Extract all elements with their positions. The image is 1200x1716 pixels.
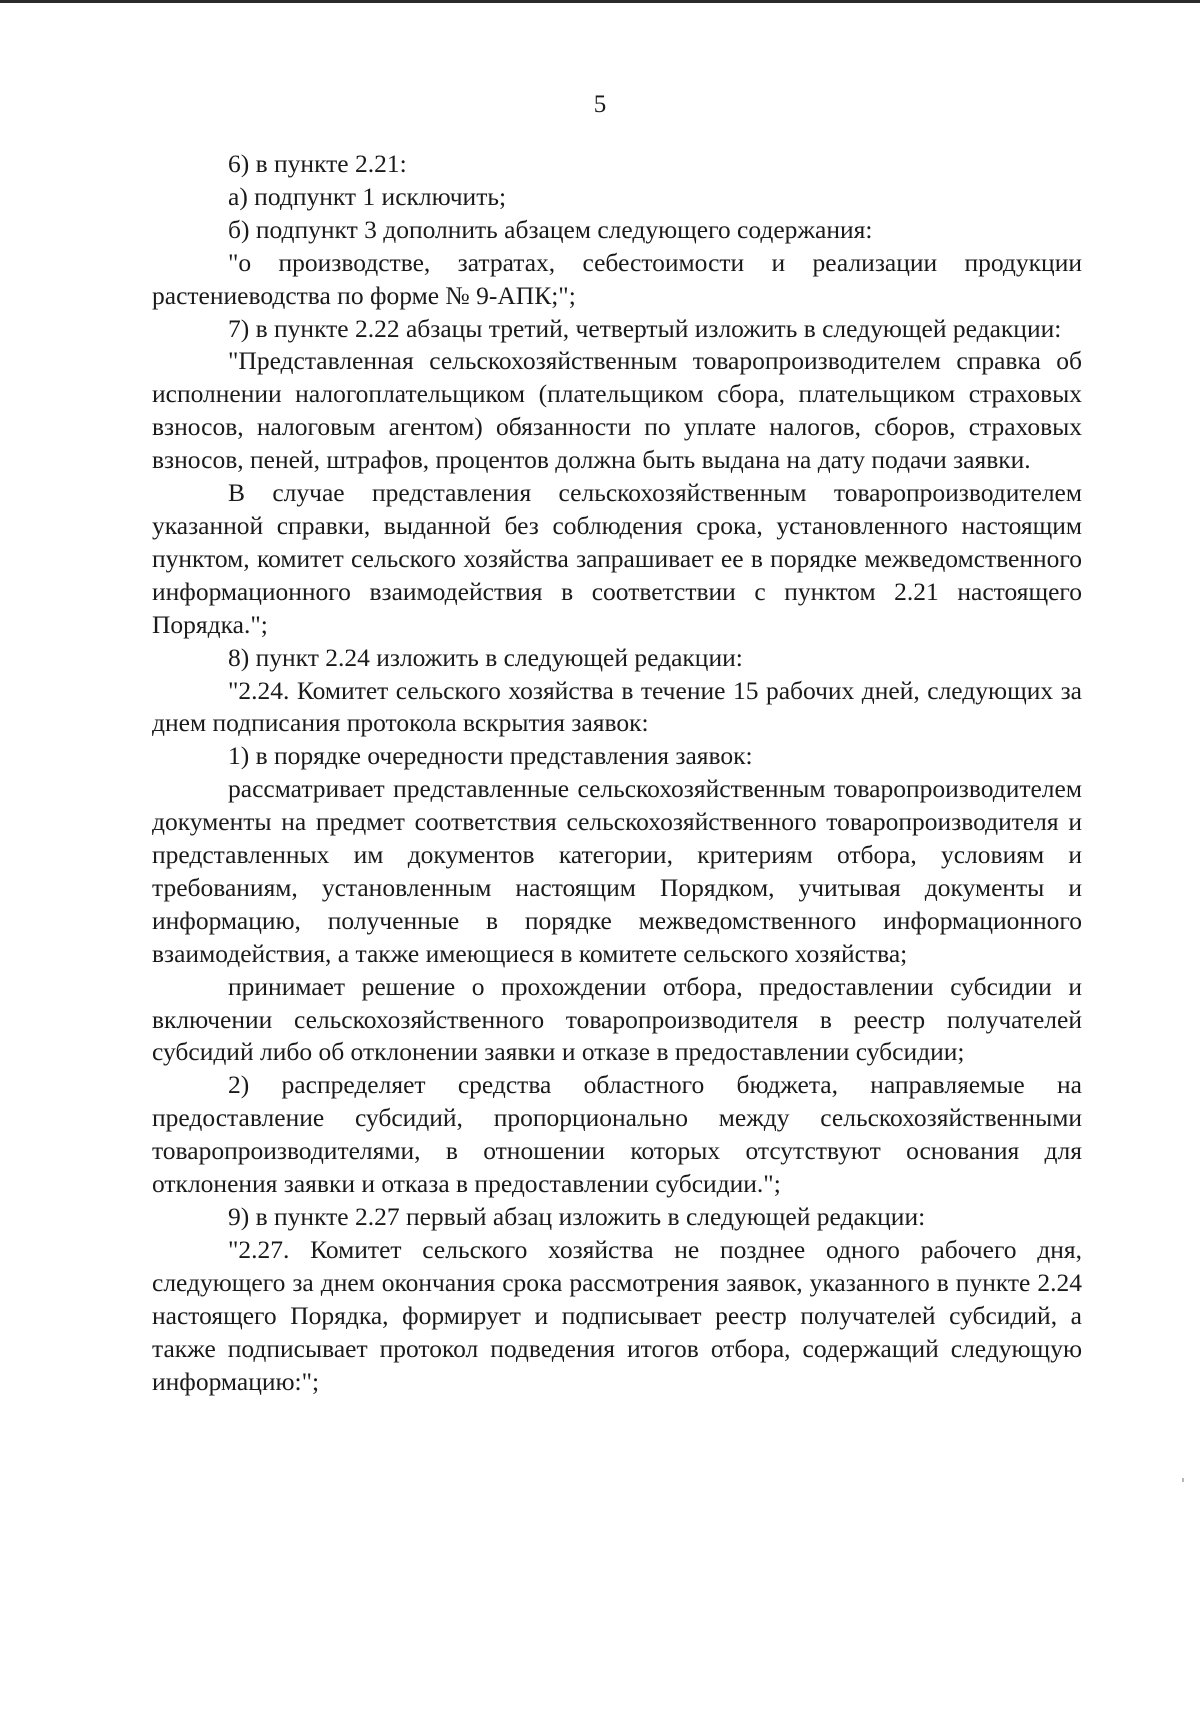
document-body: [152, 148, 1082, 1398]
paragraph-item-8: 8) пункт 2.24 изложить в следующей редакции:: [228, 642, 743, 672]
paragraph-quoted-addition: "о производстве, затратах, себестоимости и реализации продукции растениеводства по форме № 9-АПК;";: [152, 247, 1082, 310]
paragraph-item-6: 6) в пункте 2.21:: [228, 149, 407, 178]
paragraph-item-7: 7) в пункте 2.22 абзацы третий, четвертый изложить в следующей редакции:: [228, 313, 1062, 343]
scan-top-edge: [0, 0, 1200, 3]
paragraph-makes-decision: принимает решение о прохождении отбора, предоставлении субсидии и включении сельскохозяйственного товаропроизводителя в реестр получателей субсидий либо об отклонении заявки и отказе в предоставлении субсидии;: [152, 971, 1082, 1067]
page-number: 5: [593, 91, 607, 118]
paragraph-reviews-documents: рассматривает представленные сельскохозяйственным товаропроизводителем документы на предмет соответствия сельскохозяйственного товаропроизводителя и представленных им документов категории, критериям отбора, условиям и требованиям, установленным настоящим Порядком, учитывая документы и информацию, полученные в порядке межведомственного информационного взаимодействия, а также имеющиеся в комитете сельского хозяйства;: [152, 774, 1082, 968]
paragraph-quoted-2-27: "2.27. Комитет сельского хозяйства не позднее одного рабочего дня, следующего за днем окончания срока рассмотрения заявок, указанного в пункте 2.24 настоящего Порядка, формирует и подписывает реестр получателей субсидий, а также подписывает протокол подведения итогов отбора, содержащий следующую информацию:";: [152, 1234, 1082, 1396]
paragraph-subitem-b: б) подпункт 3 дополнить абзацем следующего содержания:: [228, 214, 873, 244]
paragraph-subitem-a: а) подпункт 1 исключить;: [228, 181, 507, 211]
paragraph-quoted-request: В случае представления сельскохозяйственным товаропроизводителем указанной справки, выданной без соблюдения срока, установленного настоящим пунктом, комитет сельского хозяйства запрашивает ее в порядке межведомственного информационного взаимодействия в соответствии с пунктом 2.21 настоящего Порядка.";: [152, 478, 1082, 639]
paragraph-item-9: 9) в пункте 2.27 первый абзац изложить в следующей редакции:: [228, 1202, 926, 1231]
paragraph-subitem-1: 1) в порядке очередности представления заявок:: [228, 741, 753, 771]
paragraph-quoted-2-24: "2.24. Комитет сельского хозяйства в течение 15 рабочих дней, следующих за днем подписания протокола вскрытия заявок:: [152, 675, 1082, 738]
paragraph-quoted-certificate: "Представленная сельскохозяйственным товаропроизводителем справка об исполнении налогоплательщиком (плательщиком сбора, плательщиком страховых взносов, налоговым агентом) обязанности по уплате налогов, сборов, страховых взносов, пеней, штрафов, процентов должна быть выдана на дату подачи заявки.: [152, 346, 1082, 475]
scan-speck: [1182, 1478, 1184, 1482]
paragraph-subitem-2: 2) распределяет средства областного бюджета, направляемые на предоставление субсидий, пропорционально между сельскохозяйственными товаропроизводителями, в отношении которых отсутствуют основания для отклонения заявки и отказа в предоставлении субсидии.";: [152, 1070, 1082, 1199]
